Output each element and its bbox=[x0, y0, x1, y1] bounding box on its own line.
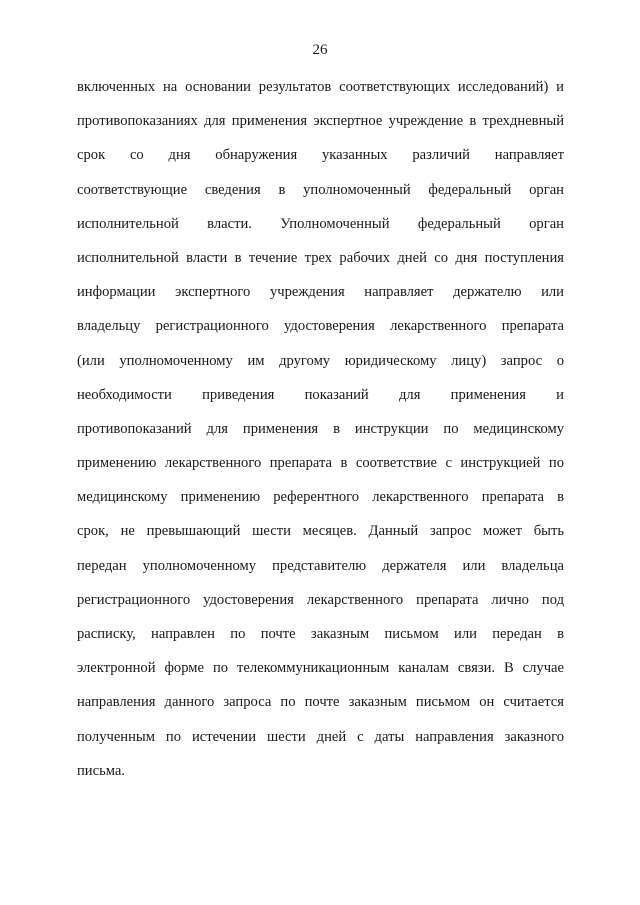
text-line: (или уполномоченному им другому юридическому лицу) запрос о bbox=[77, 352, 564, 369]
text-line: срок, не превышающий шести месяцев. Данный запрос может быть bbox=[77, 523, 564, 540]
text-line: электронной форме по телекоммуникационным каналам связи. В случае bbox=[77, 660, 564, 677]
text-line: применению лекарственного препарата в соответствие с инструкцией по bbox=[77, 455, 564, 472]
text-line: медицинскому применению референтного лекарственного препарата в bbox=[77, 489, 564, 506]
page-number: 26 bbox=[312, 42, 328, 58]
body-text bbox=[77, 76, 564, 794]
text-line: исполнительной власти. Уполномоченный федеральный орган bbox=[77, 215, 564, 232]
text-line: включенных на основании результатов соответствующих исследований) и bbox=[77, 79, 564, 95]
text-line: направления данного запроса по почте заказным письмом он считается bbox=[77, 694, 564, 711]
text-line: передан уполномоченному представителю держателя или владельца bbox=[77, 557, 564, 574]
text-line: владельцу регистрационного удостоверения лекарственного препарата bbox=[77, 318, 564, 335]
text-line: исполнительной власти в течение трех рабочих дней со дня поступления bbox=[77, 249, 564, 266]
text-line: полученным по истечении шести дней с даты направления заказного bbox=[77, 728, 564, 745]
text-line: расписку, направлен по почте заказным письмом или передан в bbox=[77, 626, 564, 642]
text-line: необходимости приведения показаний для применения и bbox=[77, 386, 564, 403]
text-line: противопоказаниях для применения экспертное учреждение в трехдневный bbox=[77, 113, 564, 130]
text-line: письма. bbox=[77, 762, 126, 779]
text-line: регистрационного удостоверения лекарственного препарата лично под bbox=[77, 591, 564, 608]
text-line: соответствующие сведения в уполномоченный федеральный орган bbox=[77, 181, 564, 198]
text-line: противопоказаний для применения в инструкции по медицинскому bbox=[77, 420, 564, 437]
text-line: срок со дня обнаружения указанных различий направляет bbox=[77, 147, 564, 164]
text-line: информации экспертного учреждения направляет держателю или bbox=[77, 284, 564, 301]
